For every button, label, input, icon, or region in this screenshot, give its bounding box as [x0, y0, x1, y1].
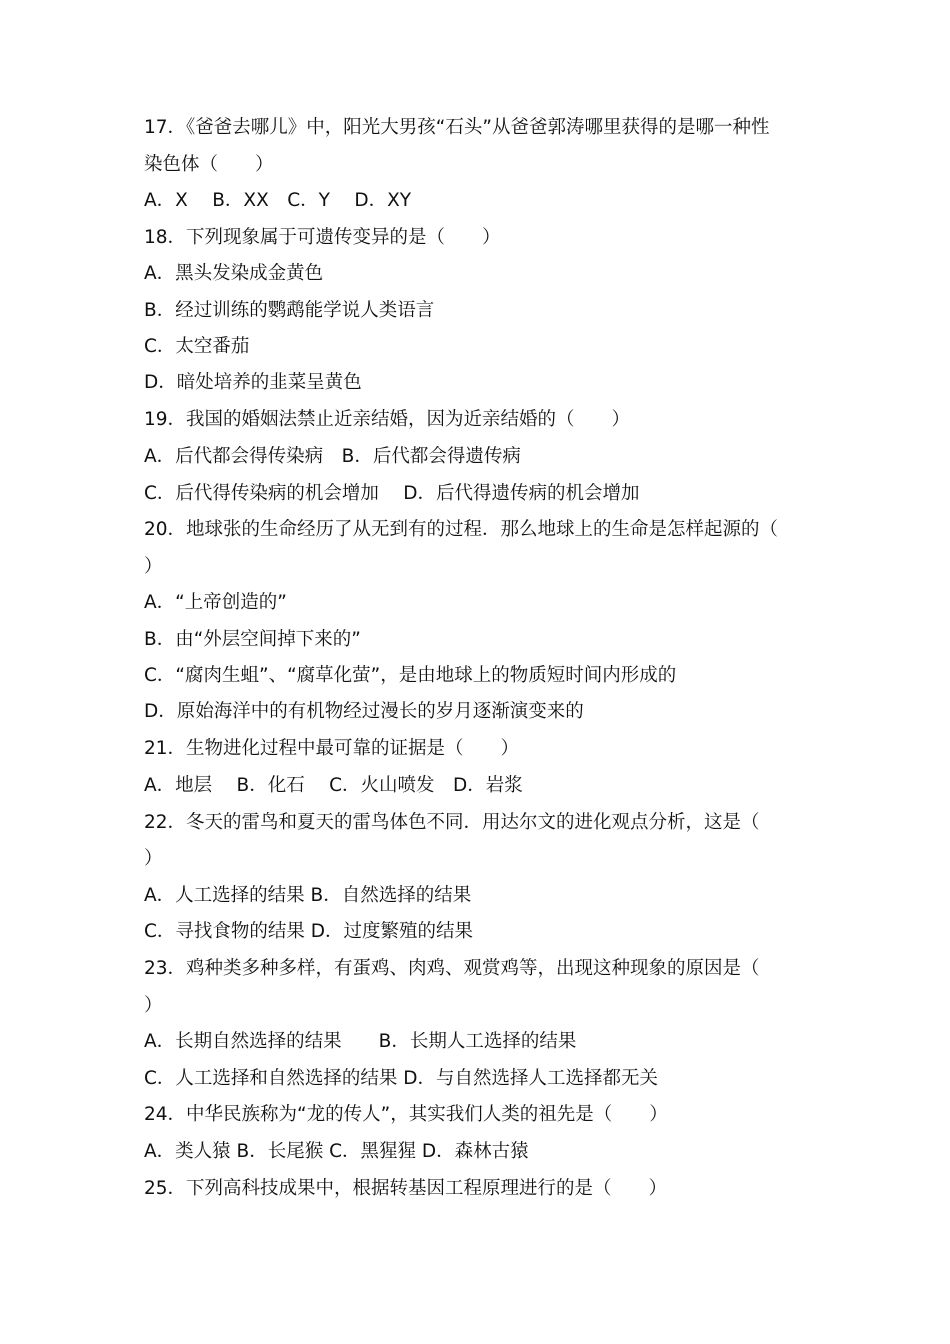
q20-option-b: B．由“外层空间掉下来的” [144, 629, 361, 650]
q17-options: A．X B．XX C．Y D．XY [144, 190, 412, 211]
q18-option-c: C．太空番茄 [144, 336, 250, 357]
q25-stem: 25．下列高科技成果中，根据转基因工程原理进行的是（ ） [144, 1178, 668, 1199]
q18-option-b: B．经过训练的鹦鹉能学说人类语言 [144, 300, 435, 321]
q20-option-d: D．原始海洋中的有机物经过漫长的岁月逐渐演变来的 [144, 701, 584, 722]
q19-options-cd: C．后代得传染病的机会增加 D．后代得遗传病的机会增加 [144, 483, 640, 504]
q19-stem: 19．我国的婚姻法禁止近亲结婚，因为近亲结婚的（ ） [144, 409, 631, 430]
q23-stem-line-1: 23．鸡种类多种多样，有蛋鸡、肉鸡、观赏鸡等，出现这种现象的原因是（ [144, 958, 760, 979]
q21-options: A．地层 B．化石 C．火山喷发 D．岩浆 [144, 775, 523, 796]
q20-stem-line-2: ） [144, 556, 163, 577]
q18-option-d: D．暗处培养的韭菜呈黄色 [144, 372, 362, 393]
q24-options: A．类人猿 B．长尾猴 C．黑猩猩 D．森林古猿 [144, 1141, 529, 1162]
q21-stem: 21．生物进化过程中最可靠的证据是（ ） [144, 738, 520, 759]
q18-option-a: A．黑头发染成金黄色 [144, 263, 324, 284]
q23-options-ab: A．长期自然选择的结果 B．长期人工选择的结果 [144, 1031, 577, 1052]
q20-option-a: A．“上帝创造的” [144, 592, 287, 613]
q20-option-c: C．“腐肉生蛆”、“腐草化萤”，是由地球上的物质短时间内形成的 [144, 665, 677, 686]
q18-stem: 18．下列现象属于可遗传变异的是（ ） [144, 227, 501, 248]
q22-stem-line-2: ） [144, 848, 163, 869]
q23-stem-line-2: ） [144, 995, 163, 1016]
q22-options-cd: C．寻找食物的结果 D．过度繁殖的结果 [144, 921, 474, 942]
q23-options-cd: C．人工选择和自然选择的结果 D．与自然选择人工选择都无关 [144, 1068, 659, 1089]
q17-stem-line-2: 染色体（ ） [144, 154, 274, 175]
q22-options-ab: A．人工选择的结果 B．自然选择的结果 [144, 885, 472, 906]
q19-options-ab: A．后代都会得传染病 B．后代都会得遗传病 [144, 446, 521, 467]
q24-stem: 24．中华民族称为“龙的传人”，其实我们人类的祖先是（ ） [144, 1104, 668, 1125]
q17-stem-line-1: 17．《爸爸去哪儿》中，阳光大男孩“石头”从爸爸郭涛哪里获得的是哪一种性 [144, 117, 770, 138]
q20-stem-line-1: 20．地球张的生命经历了从无到有的过程．那么地球上的生命是怎样起源的（ [144, 519, 779, 540]
q22-stem-line-1: 22．冬天的雷鸟和夏天的雷鸟体色不同．用达尔文的进化观点分析，这是（ [144, 812, 760, 833]
